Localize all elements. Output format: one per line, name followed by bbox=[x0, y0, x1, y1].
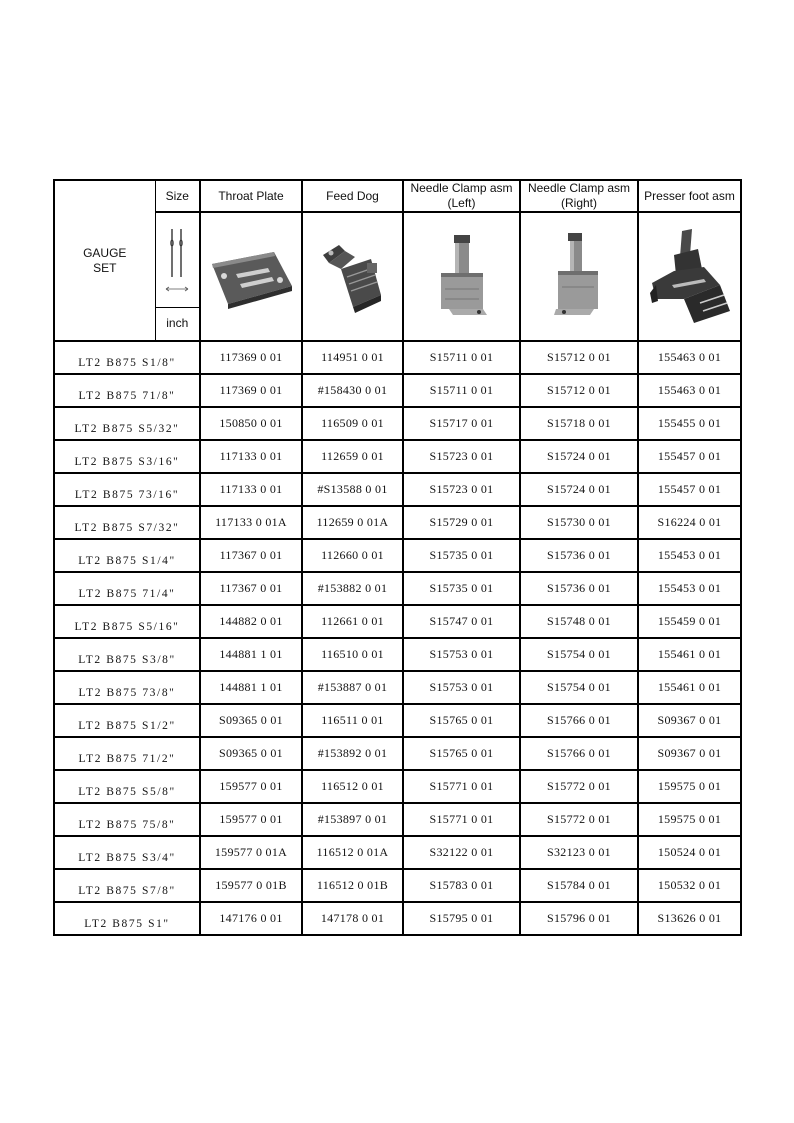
needle-clamp-left-cell: S15795 0 01 bbox=[403, 902, 520, 935]
throat-plate-cell: 144882 0 01 bbox=[200, 605, 302, 638]
throat-plate-cell: S09365 0 01 bbox=[200, 704, 302, 737]
needle-clamp-left-cell: S15723 0 01 bbox=[403, 440, 520, 473]
needle-clamp-right-cell: S15730 0 01 bbox=[520, 506, 638, 539]
throat-plate-cell: 117367 0 01 bbox=[200, 572, 302, 605]
throat-plate-cell: 117369 0 01 bbox=[200, 374, 302, 407]
needle-clamp-left-cell: S32122 0 01 bbox=[403, 836, 520, 869]
needle-clamp-left-cell: S15765 0 01 bbox=[403, 737, 520, 770]
needle-clamp-left-cell: S15765 0 01 bbox=[403, 704, 520, 737]
throat-plate-cell: 144881 1 01 bbox=[200, 638, 302, 671]
table-row bbox=[54, 836, 741, 869]
feed-dog-cell: 116510 0 01 bbox=[302, 638, 403, 671]
needle-clamp-left-cell: S15729 0 01 bbox=[403, 506, 520, 539]
presser-foot-cell: 155459 0 01 bbox=[638, 605, 741, 638]
table-row bbox=[54, 539, 741, 572]
throat-plate-header: Throat Plate bbox=[200, 180, 302, 212]
feed-dog-cell: 112659 0 01 bbox=[302, 440, 403, 473]
needle-clamp-right-cell: S15796 0 01 bbox=[520, 902, 638, 935]
presser-foot-cell: 150524 0 01 bbox=[638, 836, 741, 869]
feed-dog-cell: #153897 0 01 bbox=[302, 803, 403, 836]
throat-plate-cell: 117133 0 01 bbox=[200, 473, 302, 506]
throat-plate-cell: 159577 0 01B bbox=[200, 869, 302, 902]
needle-clamp-right-cell: S15724 0 01 bbox=[520, 440, 638, 473]
throat-plate-cell: 117133 0 01 bbox=[200, 440, 302, 473]
table-row bbox=[54, 737, 741, 770]
feed-dog-header: Feed Dog bbox=[302, 180, 403, 212]
presser-foot-cell: 159575 0 01 bbox=[638, 770, 741, 803]
presser-foot-cell: 155461 0 01 bbox=[638, 671, 741, 704]
needle-clamp-left-cell: S15735 0 01 bbox=[403, 539, 520, 572]
presser-foot-cell: 159575 0 01 bbox=[638, 803, 741, 836]
gauge-set-table bbox=[53, 179, 742, 936]
needle-clamp-left-cell: S15747 0 01 bbox=[403, 605, 520, 638]
needle-clamp-right-header: Needle Clamp asm (Right) bbox=[520, 180, 638, 212]
set-cell: LT2 B875 S1/8" bbox=[54, 341, 200, 374]
needle-clamp-left-icon bbox=[427, 227, 497, 327]
set-cell: LT2 B875 75/8" bbox=[54, 803, 200, 836]
inch-label: inch bbox=[155, 307, 200, 341]
presser-foot-cell: 155453 0 01 bbox=[638, 539, 741, 572]
set-cell: LT2 B875 S7/8" bbox=[54, 869, 200, 902]
needle-clamp-right-cell: S15772 0 01 bbox=[520, 803, 638, 836]
presser-foot-cell: 155453 0 01 bbox=[638, 572, 741, 605]
presser-foot-cell: 155457 0 01 bbox=[638, 473, 741, 506]
needle-clamp-right-cell: S15712 0 01 bbox=[520, 374, 638, 407]
needle-clamp-left-cell: S15783 0 01 bbox=[403, 869, 520, 902]
table-row bbox=[54, 605, 741, 638]
throat-plate-cell: 144881 1 01 bbox=[200, 671, 302, 704]
set-cell: LT2 B875 S3/4" bbox=[54, 836, 200, 869]
set-cell: LT2 B875 S1" bbox=[54, 902, 200, 935]
table-row bbox=[54, 506, 741, 539]
set-cell: LT2 B875 S1/2" bbox=[54, 704, 200, 737]
needle-size-cell bbox=[155, 212, 200, 307]
presser-foot-cell: 155461 0 01 bbox=[638, 638, 741, 671]
table-row bbox=[54, 407, 741, 440]
feed-dog-cell: 147178 0 01 bbox=[302, 902, 403, 935]
set-cell: LT2 B875 S1/4" bbox=[54, 539, 200, 572]
presser-foot-cell: S16224 0 01 bbox=[638, 506, 741, 539]
throat-plate-cell: 150850 0 01 bbox=[200, 407, 302, 440]
presser-foot-cell: S09367 0 01 bbox=[638, 737, 741, 770]
throat-plate-cell: 147176 0 01 bbox=[200, 902, 302, 935]
feed-dog-cell: 114951 0 01 bbox=[302, 341, 403, 374]
set-cell: LT2 B875 73/16" bbox=[54, 473, 200, 506]
set-cell: LT2 B875 S5/16" bbox=[54, 605, 200, 638]
table-row bbox=[54, 869, 741, 902]
set-cell: LT2 B875 71/8" bbox=[54, 374, 200, 407]
set-cell: LT2 B875 73/8" bbox=[54, 671, 200, 704]
presser-foot-cell: 155457 0 01 bbox=[638, 440, 741, 473]
table-row bbox=[54, 440, 741, 473]
needle-clamp-right-cell: S15718 0 01 bbox=[520, 407, 638, 440]
presser-foot-cell: 155463 0 01 bbox=[638, 341, 741, 374]
needle-clamp-left-cell: S15711 0 01 bbox=[403, 374, 520, 407]
presser-foot-cell: S13626 0 01 bbox=[638, 902, 741, 935]
presser-foot-cell: 155455 0 01 bbox=[638, 407, 741, 440]
feed-dog-cell: 116509 0 01 bbox=[302, 407, 403, 440]
needle-clamp-right-icon bbox=[544, 227, 614, 327]
set-cell: LT2 B875 S3/16" bbox=[54, 440, 200, 473]
needle-clamp-right-cell: S15766 0 01 bbox=[520, 704, 638, 737]
needle-clamp-right-image-cell bbox=[520, 212, 638, 341]
table-row bbox=[54, 638, 741, 671]
feed-dog-cell: #S13588 0 01 bbox=[302, 473, 403, 506]
needle-icon bbox=[157, 225, 197, 295]
set-cell: LT2 B875 71/4" bbox=[54, 572, 200, 605]
needle-clamp-left-cell: S15723 0 01 bbox=[403, 473, 520, 506]
presser-foot-icon bbox=[644, 227, 736, 327]
feed-dog-cell: 112659 0 01A bbox=[302, 506, 403, 539]
feed-dog-image-cell bbox=[302, 212, 403, 341]
table-row bbox=[54, 770, 741, 803]
feed-dog-cell: #153882 0 01 bbox=[302, 572, 403, 605]
throat-plate-cell: 159577 0 01 bbox=[200, 770, 302, 803]
needle-clamp-right-cell: S15772 0 01 bbox=[520, 770, 638, 803]
throat-plate-cell: 117133 0 01A bbox=[200, 506, 302, 539]
needle-clamp-right-cell: S15754 0 01 bbox=[520, 638, 638, 671]
feed-dog-cell: 112661 0 01 bbox=[302, 605, 403, 638]
needle-clamp-left-cell: S15717 0 01 bbox=[403, 407, 520, 440]
needle-clamp-left-header: Needle Clamp asm (Left) bbox=[403, 180, 520, 212]
presser-foot-header: Presser foot asm bbox=[638, 180, 741, 212]
needle-clamp-left-cell: S15753 0 01 bbox=[403, 638, 520, 671]
gauge-set-header bbox=[54, 180, 155, 341]
feed-dog-cell: #153887 0 01 bbox=[302, 671, 403, 704]
presser-foot-cell: 155463 0 01 bbox=[638, 374, 741, 407]
set-label: SET bbox=[93, 260, 117, 275]
table-row bbox=[54, 572, 741, 605]
table-row bbox=[54, 704, 741, 737]
needle-clamp-left-cell: S15735 0 01 bbox=[403, 572, 520, 605]
gauge-label: GAUGE bbox=[83, 245, 127, 260]
needle-clamp-left-cell: S15771 0 01 bbox=[403, 770, 520, 803]
needle-clamp-right-cell: S15736 0 01 bbox=[520, 572, 638, 605]
feed-dog-cell: #153892 0 01 bbox=[302, 737, 403, 770]
feed-dog-cell: 112660 0 01 bbox=[302, 539, 403, 572]
needle-clamp-right-cell: S15736 0 01 bbox=[520, 539, 638, 572]
needle-clamp-right-cell: S15766 0 01 bbox=[520, 737, 638, 770]
table-row bbox=[54, 671, 741, 704]
feed-dog-cell: 116512 0 01A bbox=[302, 836, 403, 869]
throat-plate-image-cell bbox=[200, 212, 302, 341]
set-cell: LT2 B875 S5/8" bbox=[54, 770, 200, 803]
presser-foot-image-cell bbox=[638, 212, 741, 341]
needle-clamp-left-cell: S15711 0 01 bbox=[403, 341, 520, 374]
throat-plate-cell: 117367 0 01 bbox=[200, 539, 302, 572]
feed-dog-cell: 116511 0 01 bbox=[302, 704, 403, 737]
needle-clamp-left-cell: S15753 0 01 bbox=[403, 671, 520, 704]
needle-clamp-right-cell: S15712 0 01 bbox=[520, 341, 638, 374]
needle-clamp-right-cell: S15784 0 01 bbox=[520, 869, 638, 902]
throat-plate-icon bbox=[208, 242, 294, 312]
needle-clamp-right-cell: S32123 0 01 bbox=[520, 836, 638, 869]
table-row bbox=[54, 902, 741, 935]
size-header: Size bbox=[155, 180, 200, 212]
set-cell: LT2 B875 S7/32" bbox=[54, 506, 200, 539]
feed-dog-cell: 116512 0 01B bbox=[302, 869, 403, 902]
throat-plate-cell: 117369 0 01 bbox=[200, 341, 302, 374]
table-row bbox=[54, 473, 741, 506]
feed-dog-icon bbox=[315, 237, 391, 317]
needle-clamp-left-image-cell bbox=[403, 212, 520, 341]
set-cell: LT2 B875 S5/32" bbox=[54, 407, 200, 440]
needle-clamp-left-cell: S15771 0 01 bbox=[403, 803, 520, 836]
table-row bbox=[54, 341, 741, 374]
set-cell: LT2 B875 71/2" bbox=[54, 737, 200, 770]
feed-dog-cell: 116512 0 01 bbox=[302, 770, 403, 803]
needle-clamp-right-cell: S15754 0 01 bbox=[520, 671, 638, 704]
needle-clamp-right-cell: S15748 0 01 bbox=[520, 605, 638, 638]
throat-plate-cell: 159577 0 01A bbox=[200, 836, 302, 869]
set-cell: LT2 B875 S3/8" bbox=[54, 638, 200, 671]
needle-clamp-right-cell: S15724 0 01 bbox=[520, 473, 638, 506]
presser-foot-cell: 150532 0 01 bbox=[638, 869, 741, 902]
table-row bbox=[54, 803, 741, 836]
presser-foot-cell: S09367 0 01 bbox=[638, 704, 741, 737]
throat-plate-cell: 159577 0 01 bbox=[200, 803, 302, 836]
throat-plate-cell: S09365 0 01 bbox=[200, 737, 302, 770]
table-row bbox=[54, 374, 741, 407]
feed-dog-cell: #158430 0 01 bbox=[302, 374, 403, 407]
